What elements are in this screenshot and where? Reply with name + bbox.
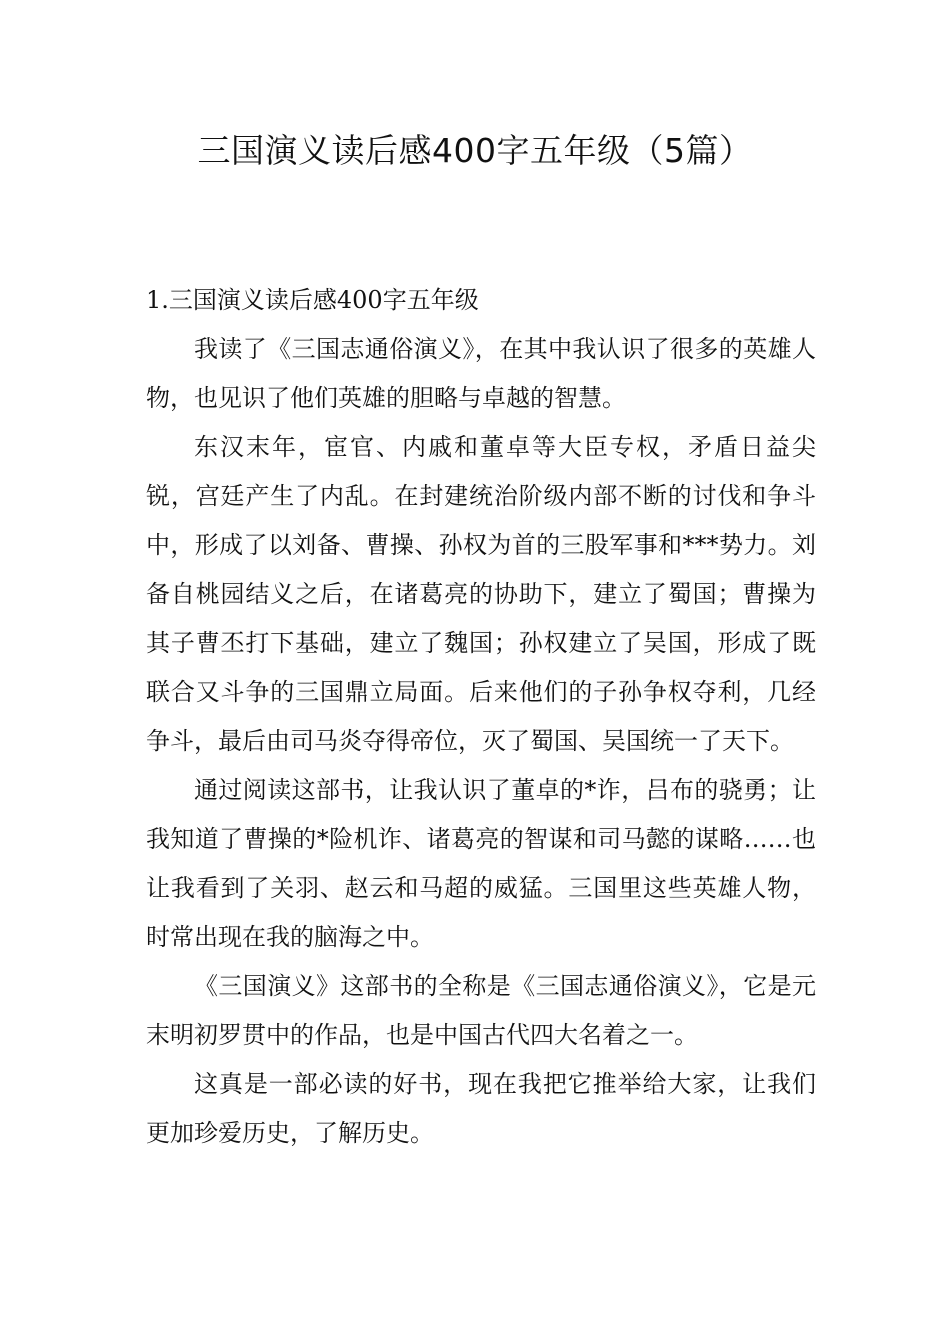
paragraph-4: 《三国演义》这部书的全称是《三国志通俗演义》，它是元末明初罗贯中的作品，也是中国古代四大名着之一。: [146, 972, 816, 1049]
document-body: [146, 276, 816, 1158]
paragraph-5: 这真是一部必读的好书，现在我把它推举给大家，让我们更加珍爱历史，了解历史。: [146, 1070, 816, 1147]
document-title: 三国演义读后感400字五年级（5篇）: [197, 131, 753, 170]
paragraph-2: 东汉末年，宦官、内戚和董卓等大臣专权，矛盾日益尖锐，宫廷产生了内乱。在封建统治阶级内部不断的讨伐和争斗中，形成了以刘备、曹操、孙权为首的三股军事和***势力。刘备自桃园结义之后，在诸葛亮的协助下，建立了蜀国；曹操为其子曹丕打下基础，建立了魏国；孙权建立了吴国，形成了既联合又斗争的三国鼎立局面。后来他们的子孙争权夺利，几经争斗，最后由司马炎夺得帝位，灭了蜀国、吴国统一了天下。: [146, 433, 816, 755]
paragraph-3: 通过阅读这部书，让我认识了董卓的*诈，吕布的骁勇；让我知道了曹操的*险机诈、诸葛亮的智谋和司马懿的谋略……也让我看到了关羽、赵云和马超的威猛。三国里这些英雄人物，时常出现在我的脑海之中。: [146, 776, 816, 951]
section-heading: 1.三国演义读后感400字五年级: [146, 286, 479, 314]
paragraph-1: 我读了《三国志通俗演义》，在其中我认识了很多的英雄人物，也见识了他们英雄的胆略与卓越的智慧。: [146, 335, 816, 412]
